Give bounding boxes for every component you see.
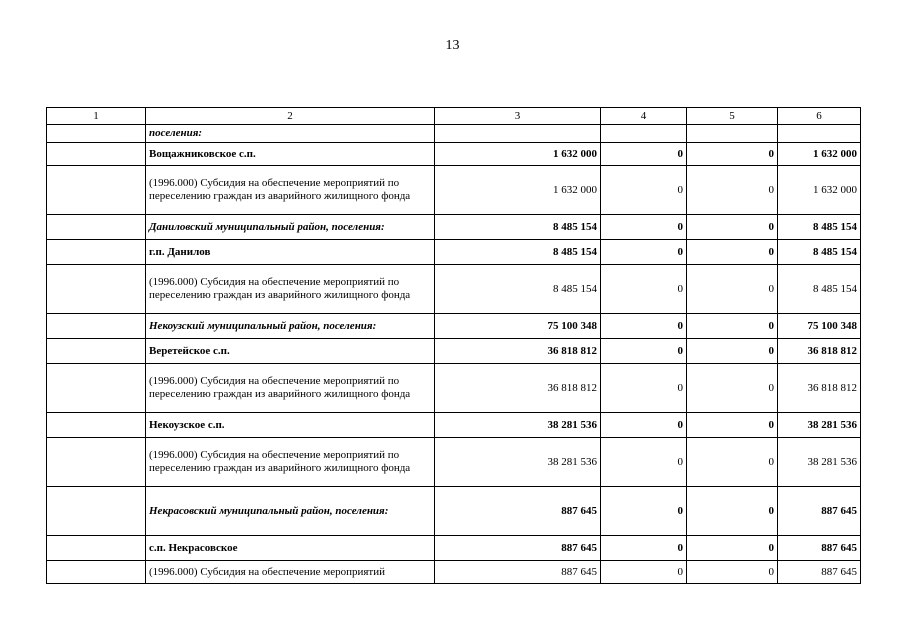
row-col-1 bbox=[47, 413, 146, 438]
row-col-3: 8 485 154 bbox=[435, 240, 601, 265]
row-col-4: 0 bbox=[601, 364, 687, 413]
row-col-3 bbox=[435, 125, 601, 143]
row-name: с.п. Некрасовское bbox=[146, 536, 435, 561]
row-col-3: 36 818 812 bbox=[435, 364, 601, 413]
table-row bbox=[47, 438, 861, 487]
row-col-4: 0 bbox=[601, 536, 687, 561]
row-col-4: 0 bbox=[601, 339, 687, 364]
row-col-4: 0 bbox=[601, 240, 687, 265]
row-name: (1996.000) Субсидия на обеспечение мероприятий bbox=[146, 561, 435, 584]
row-col-1 bbox=[47, 125, 146, 143]
table-row bbox=[47, 265, 861, 314]
row-col-4: 0 bbox=[601, 561, 687, 584]
row-col-3: 887 645 bbox=[435, 536, 601, 561]
row-col-6: 36 818 812 bbox=[778, 364, 861, 413]
header-col-1: 1 bbox=[47, 108, 146, 125]
row-col-1 bbox=[47, 240, 146, 265]
row-col-4: 0 bbox=[601, 265, 687, 314]
row-name: Некоузский муниципальный район, поселения: bbox=[146, 314, 435, 339]
header-col-3: 3 bbox=[435, 108, 601, 125]
table-row bbox=[47, 215, 861, 240]
row-name: Вощажниковское с.п. bbox=[146, 143, 435, 166]
row-name: (1996.000) Субсидия на обеспечение мероприятий по переселению граждан из аварийного жилищного фонда bbox=[146, 364, 435, 413]
row-col-3: 75 100 348 bbox=[435, 314, 601, 339]
row-col-4: 0 bbox=[601, 487, 687, 536]
table-row bbox=[47, 143, 861, 166]
row-col-6: 1 632 000 bbox=[778, 143, 861, 166]
row-col-6: 887 645 bbox=[778, 561, 861, 584]
row-col-1 bbox=[47, 364, 146, 413]
row-col-5: 0 bbox=[687, 339, 778, 364]
table-row bbox=[47, 240, 861, 265]
row-col-5: 0 bbox=[687, 438, 778, 487]
row-col-4: 0 bbox=[601, 314, 687, 339]
row-col-4: 0 bbox=[601, 438, 687, 487]
row-col-3: 36 818 812 bbox=[435, 339, 601, 364]
table-row bbox=[47, 561, 861, 584]
table-header-row bbox=[47, 108, 861, 125]
row-col-1 bbox=[47, 265, 146, 314]
row-col-5: 0 bbox=[687, 364, 778, 413]
row-col-6 bbox=[778, 125, 861, 143]
row-col-6: 75 100 348 bbox=[778, 314, 861, 339]
row-col-3: 887 645 bbox=[435, 561, 601, 584]
row-col-5: 0 bbox=[687, 240, 778, 265]
table-row bbox=[47, 339, 861, 364]
row-col-6: 1 632 000 bbox=[778, 166, 861, 215]
table-row bbox=[47, 314, 861, 339]
row-col-3: 38 281 536 bbox=[435, 413, 601, 438]
row-col-5: 0 bbox=[687, 265, 778, 314]
row-col-1 bbox=[47, 487, 146, 536]
row-col-4: 0 bbox=[601, 215, 687, 240]
header-col-5: 5 bbox=[687, 108, 778, 125]
row-col-6: 38 281 536 bbox=[778, 413, 861, 438]
row-name: г.п. Данилов bbox=[146, 240, 435, 265]
table-row bbox=[47, 536, 861, 561]
row-name: (1996.000) Субсидия на обеспечение мероприятий по переселению граждан из аварийного жилищного фонда bbox=[146, 265, 435, 314]
row-col-6: 8 485 154 bbox=[778, 265, 861, 314]
row-col-3: 887 645 bbox=[435, 487, 601, 536]
row-col-6: 887 645 bbox=[778, 487, 861, 536]
row-col-1 bbox=[47, 561, 146, 584]
row-col-1 bbox=[47, 143, 146, 166]
row-name: Некрасовский муниципальный район, поселения: bbox=[146, 487, 435, 536]
row-col-5: 0 bbox=[687, 314, 778, 339]
row-col-1 bbox=[47, 314, 146, 339]
row-name: Даниловский муниципальный район, поселения: bbox=[146, 215, 435, 240]
page-number: 13 bbox=[445, 38, 460, 53]
table-row bbox=[47, 413, 861, 438]
row-name: (1996.000) Субсидия на обеспечение мероприятий по переселению граждан из аварийного жилищного фонда bbox=[146, 438, 435, 487]
row-col-5: 0 bbox=[687, 143, 778, 166]
row-col-1 bbox=[47, 166, 146, 215]
header-col-4: 4 bbox=[601, 108, 687, 125]
row-col-3: 38 281 536 bbox=[435, 438, 601, 487]
table-row bbox=[47, 125, 861, 143]
row-col-1 bbox=[47, 438, 146, 487]
row-col-1 bbox=[47, 215, 146, 240]
row-col-4 bbox=[601, 125, 687, 143]
row-name: Некоузское с.п. bbox=[146, 413, 435, 438]
row-col-3: 8 485 154 bbox=[435, 265, 601, 314]
row-col-4: 0 bbox=[601, 143, 687, 166]
row-name: Веретейское с.п. bbox=[146, 339, 435, 364]
row-col-3: 1 632 000 bbox=[435, 166, 601, 215]
row-col-5: 0 bbox=[687, 166, 778, 215]
row-col-5: 0 bbox=[687, 215, 778, 240]
row-col-3: 8 485 154 bbox=[435, 215, 601, 240]
header-col-6: 6 bbox=[778, 108, 861, 125]
row-col-4: 0 bbox=[601, 166, 687, 215]
row-col-5: 0 bbox=[687, 561, 778, 584]
row-col-1 bbox=[47, 536, 146, 561]
table-row bbox=[47, 487, 861, 536]
row-col-1 bbox=[47, 339, 146, 364]
header-col-2: 2 bbox=[146, 108, 435, 125]
row-col-6: 38 281 536 bbox=[778, 438, 861, 487]
row-col-5: 0 bbox=[687, 536, 778, 561]
row-col-3: 1 632 000 bbox=[435, 143, 601, 166]
row-name: поселения: bbox=[146, 125, 435, 143]
row-col-6: 8 485 154 bbox=[778, 215, 861, 240]
row-col-5: 0 bbox=[687, 413, 778, 438]
row-col-5 bbox=[687, 125, 778, 143]
table-row bbox=[47, 364, 861, 413]
row-col-5: 0 bbox=[687, 487, 778, 536]
row-col-4: 0 bbox=[601, 413, 687, 438]
row-name: (1996.000) Субсидия на обеспечение мероприятий по переселению граждан из аварийного жилищного фонда bbox=[146, 166, 435, 215]
row-col-6: 8 485 154 bbox=[778, 240, 861, 265]
budget-table bbox=[46, 107, 861, 584]
table-row bbox=[47, 166, 861, 215]
row-col-6: 36 818 812 bbox=[778, 339, 861, 364]
row-col-6: 887 645 bbox=[778, 536, 861, 561]
